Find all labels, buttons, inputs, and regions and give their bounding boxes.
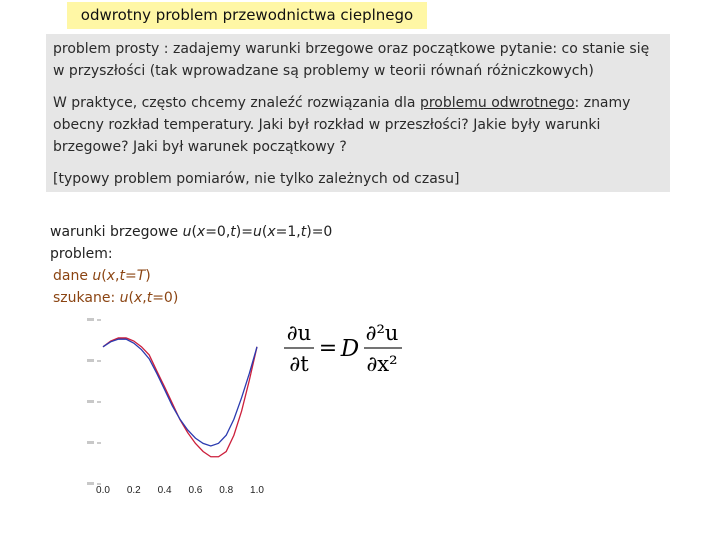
- slide-title: odwrotny problem przewodnictwa cieplnego: [67, 2, 427, 29]
- y-tick-label-illegible: [87, 441, 94, 444]
- conditions-block: [50, 221, 450, 309]
- eq-lhs-denominator: ∂t: [289, 352, 309, 376]
- y-tick-label-illegible: [87, 359, 94, 362]
- y-tick-label-illegible: [87, 482, 94, 485]
- given-data: dane u(x,t=T): [53, 268, 151, 284]
- x-tick-label: 1.0: [250, 485, 264, 496]
- eq-lhs-numerator: ∂u: [286, 321, 312, 345]
- sought-data: szukane: u(x,t=0): [53, 290, 179, 306]
- eq-rhs-denominator: ∂x²: [366, 352, 398, 376]
- paragraph-measurement-note: [typowy problem pomiarów, nie tylko zależnych od czasu]: [53, 171, 460, 187]
- series-line: [103, 339, 257, 446]
- x-tick-label: 0.4: [157, 485, 172, 496]
- paragraph-inverse-after: : znamy obecny rozkład temperatury. Jaki był rozkład w przeszłości? Jakie były warunki brzegowe? Jaki był warunek początkowy ?: [53, 95, 631, 155]
- eq-coefficient: D: [340, 336, 360, 362]
- x-tick-label: 0.8: [219, 485, 234, 496]
- x-tick-label: 0.6: [188, 485, 203, 496]
- eq-equals: =: [318, 336, 338, 361]
- y-tick-label-illegible: [87, 400, 94, 403]
- problem-label: problem:: [50, 246, 113, 262]
- solution-plot: [80, 308, 280, 500]
- eq-rhs-numerator: ∂²u: [365, 321, 399, 345]
- paragraph-inverse-before: W praktyce, często chcemy znaleźć rozwiązania dla: [53, 95, 420, 111]
- y-tick-label-illegible: [87, 318, 94, 321]
- paragraph-direct-problem: problem prosty : zadajemy warunki brzegowe oraz początkowe pytanie: co stanie się w przyszłości (tak wprowadzane są problemy w teorii równań różniczkowych): [53, 41, 650, 79]
- inverse-problem-link[interactable]: problemu odwrotnego: [419, 95, 575, 111]
- paragraph-inverse-problem: [53, 92, 665, 158]
- boundary-conditions: warunki brzegowe u(x=0,t)=u(x=1,t)=0: [50, 224, 333, 240]
- x-tick-label: 0.2: [126, 485, 141, 496]
- heat-equation: [280, 312, 410, 382]
- x-tick-label: 0.0: [96, 485, 110, 496]
- series-line: [103, 338, 257, 457]
